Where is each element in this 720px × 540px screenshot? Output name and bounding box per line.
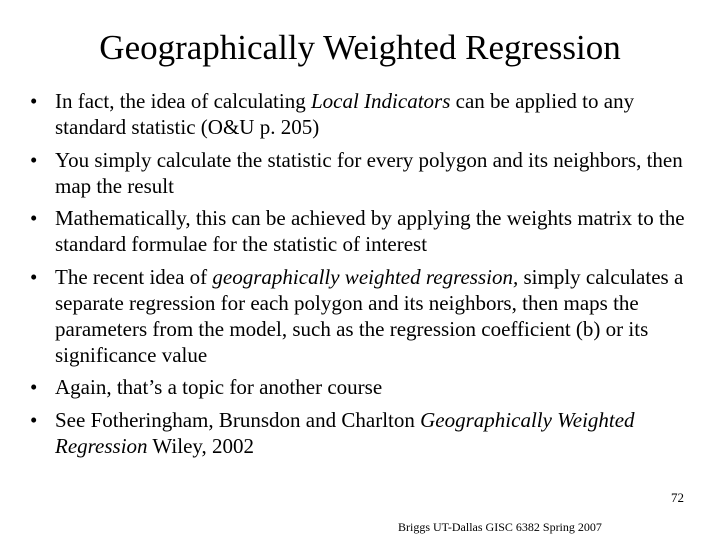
bullet-text: In fact, the idea of calculating	[55, 89, 311, 113]
bullet-marker: •	[30, 407, 38, 432]
bullet-text-italic: geographically weighted regression,	[212, 264, 519, 289]
bullet-list	[30, 88, 700, 465]
bullet-marker: •	[30, 264, 38, 289]
bullet-text: simply calculates a separate regression for each polygon and its neighbors, then maps the parameters from the model, such as the regression coefficient (b) or its significance value	[55, 264, 684, 367]
bullet-text-italic: Local Indicators	[310, 89, 451, 113]
slide-footer: Briggs UT-Dallas GISC 6382 Spring 2007	[398, 520, 602, 534]
slide-title: Geographically Weighted Regression	[99, 28, 621, 67]
bullet-text: The recent idea of	[55, 264, 213, 289]
bullet-text: Mathematically, this can be achieved by applying the weights matrix to the standard formulae for the statistic of interest	[55, 206, 685, 256]
bullet-item	[30, 407, 700, 459]
bullet-text: can be applied to any standard statistic (O&U p. 205)	[55, 89, 635, 139]
bullet-text: You simply calculate the statistic for every polygon and its neighbors, then map the result	[55, 147, 683, 198]
bullet-item	[30, 264, 700, 368]
bullet-text: See Fotheringham, Brunsdon and Charlton	[55, 407, 421, 432]
bullet-marker: •	[30, 206, 38, 230]
bullet-marker: •	[30, 147, 38, 172]
bullet-text-italic: Geographically Weighted Regression	[55, 407, 635, 458]
bullet-item	[30, 147, 700, 199]
bullet-marker: •	[30, 89, 38, 113]
bullet-item	[30, 205, 700, 257]
bullet-text: Wiley, 2002	[147, 433, 255, 458]
bullet-marker: •	[30, 375, 38, 399]
bullet-item	[30, 88, 700, 140]
bullet-text: Again, that’s a topic for another course	[55, 375, 383, 399]
slide-number: 72	[671, 490, 684, 505]
bullet-item	[30, 374, 700, 400]
